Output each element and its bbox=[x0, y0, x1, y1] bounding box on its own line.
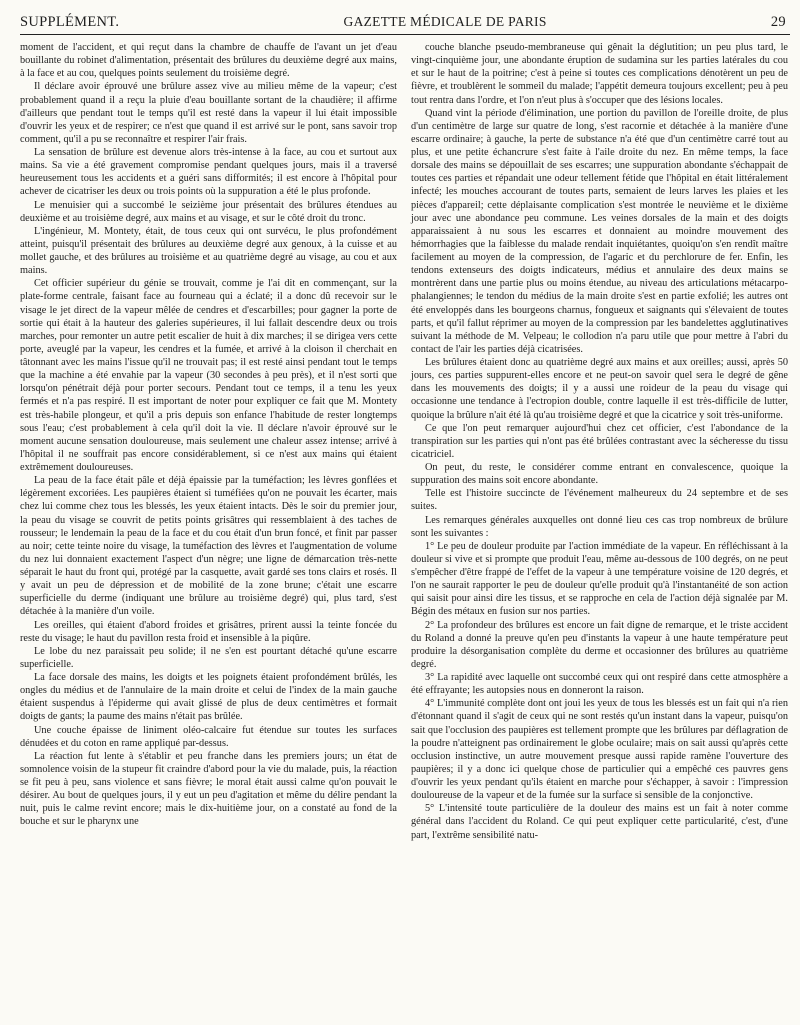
header-section-label: SUPPLÉMENT. bbox=[20, 14, 120, 30]
left-column bbox=[20, 41, 397, 842]
paragraph: 2° La profondeur des brûlures est encore un fait digne de remarque, et le triste accident du Roland a donné la preuve qu'en peu d'instants la vapeur à une haute température peut produire la désorganisation complète du derme et occasionner des brûlures au quatrième degré. bbox=[411, 619, 788, 670]
paragraph: Quand vint la période d'élimination, une portion du pavillon de l'oreille droite, de plus d'un centimètre de large sur quatre de long, s'est racornie et détachée à la manière d'une escarre ordinaire; à gauche, la perte de substance n'a été que d'un centimètre carré tout au plus, et une petite échancrure s'est faite à l'aile droite du nez. En même temps, la face dorsale des mains se dépouillait de ses escarres; une suppuration abondante s'échappait de toutes ces parties et répandait une odeur tellement fétide que l'hôpital en était littéralement infecté; les mouches accourant de toutes parts, semaient de leurs larves les plaies et les pièces d'appareil; cette déplaisante complication s'est montrée le neuvième et le dixième jour avec une abondance peu commune. Les veines dorsales de la main et des doigts apparaissaient à nu sous les escarres et donnaient au moindre mouvement des hémorrhagies que la faiblesse du malade rendait inquiétantes, quoiqu'on s'en rendît maître facilement au moyen de la compression, de l'agaric et du perchlorure de fer. Enfin, les tendons extenseurs des doigts indicateurs, médius et annulaire des deux mains se montrèrent dans une partie plus ou moins étendue, au niveau des articulations métacarpo-phalangiennes; le tendon du médius de la main droite s'est en partie exfolié; les autres ont été enveloppés dans les bourgeons charnus, fongueux et saignants qui s'élevaient de toutes parts, et qu'il fallut réprimer au moyen de la compression par les bandelettes agglutinatives suivant la méthode de M. Velpeau; le collodion n'a paru utile que pour mettre à l'abri du contact de l'air les parties déjà cicatrisées. bbox=[411, 107, 788, 355]
paragraph: Les brûlures étaient donc au quatrième degré aux mains et aux oreilles; aussi, après 50 jours, ces parties suppurent-elles encore et ne peut-on savoir quel sera le degré de gêne dans les mouvements des doigts; il y a aussi une roideur de la peau du visage qui occasionne une tendance à l'ectropion double, contre laquelle il est très-difficile de lutter, quoique la brûlure n'ait été là qu'au troisième degré et que la cicatrice y soit très-uniforme. bbox=[411, 357, 788, 421]
paragraph: La peau de la face était pâle et déjà épaissie par la tuméfaction; les lèvres gonflées et légèrement excoriées. Les paupières étaient si tuméfiées qu'on ne pouvait les écarter, mais chez lui comme chez tous les blessés, les yeux étaient intacts. Dès le soir du premier jour, la peau du visage se couvrit de petits points grisâtres qui ressemblaient à des taches de rousseur; le lendemain la peau de la face et du cou était d'un brun foncé, et finit par passer au noir; cette teinte noire du visage, la tuméfaction des lèvres et l'augmentation de volume du nez lui donnaient exactement l'aspect d'un nègre; une ligne de démarcation très-nette séparait le haut du front qui, protégé par la casquette, avait gardé ses tons clairs et rosés. Il y avait un peu de dépression et de mobilité de la zone brune; c'était une escarre superficielle du derme (indiquant une brûlure au troisième degré) qui, plus tard, s'est détachée à la manière d'un voile. bbox=[20, 475, 397, 618]
paragraph: Le menuisier qui a succombé le seizième jour présentait des brûlures étendues au deuxième et au troisième degré, aux mains et au visage, et sur le côté droit du tronc. bbox=[20, 199, 397, 224]
paragraph: La réaction fut lente à s'établir et peu franche dans les premiers jours; un état de somnolence voisin de la stupeur fit craindre d'abord pour la vie du malade, puis, la réaction se fit peu à peu, sans violence et sans fièvre; le moral était aussi calme qu'on pouvait le désirer. Au bout de quelques jours, il y eut un peu d'agitation et même du délire pendant la nuit, puis le calme revint encore; mais le dix-huitième jour, on a constaté au fond de la bouche et sur le pharynx une bbox=[20, 750, 397, 828]
paragraph: 3° La rapidité avec laquelle ont succombé ceux qui ont respiré dans cette atmosphère a été effrayante; les autopsies nous en donneront la raison. bbox=[411, 672, 788, 697]
paragraph: moment de l'accident, et qui reçut dans la chambre de chauffe de l'avant un jet d'eau bouillante du robinet d'alimentation, présentait des brûlures du deuxième degré aux mains, à la face et au cou, quelques points seulement du troisième degré. bbox=[20, 42, 397, 80]
paragraph: Les remarques générales auxquelles ont donné lieu ces cas trop nombreux de brûlure sont les suivantes : bbox=[411, 514, 788, 539]
text-columns bbox=[20, 41, 790, 842]
right-column bbox=[411, 41, 788, 842]
paragraph: Ce que l'on peut remarquer aujourd'hui chez cet officier, c'est l'abondance de la transpiration sur les parties qui n'ont pas été brûlées contrastant avec la sécheresse du tissu cicatriciel. bbox=[411, 422, 788, 460]
page-header bbox=[20, 14, 790, 35]
paragraph: 5° L'intensité toute particulière de la douleur des mains est un fait à noter comme général dans l'accident du Roland. Ce qui peut expliquer cette particularité, c'est, d'une part, l'extrême sensibilité natu- bbox=[411, 803, 788, 841]
header-journal-title: GAZETTE MÉDICALE DE PARIS bbox=[343, 14, 547, 29]
paragraph: Le lobe du nez paraissait peu solide; il ne s'en est pourtant détaché qu'une escarre superficielle. bbox=[20, 645, 397, 670]
paragraph: Les oreilles, qui étaient d'abord froides et grisâtres, prirent aussi la teinte foncée du reste du visage; le haut du pavillon resta froid et insensible à la piqûre. bbox=[20, 619, 397, 644]
paragraph: Il déclare avoir éprouvé une brûlure assez vive au milieu même de la vapeur; c'est probablement quand il a reçu la pluie d'eau bouillante sortant de la chaudière; il affirme d'ailleurs que pendant tout le temps qu'il est resté dans la vapeur il lui était impossible d'ouvrir les yeux et de respirer; ce n'est que quand il est arrivé sur le pont, sans savoir trop comment, qu'il a pu se reconnaître et respirer l'air frais. bbox=[20, 81, 397, 145]
paragraph: Cet officier supérieur du génie se trouvait, comme je l'ai dit en commençant, sur la plate-forme centrale, faisant face au fourneau qui a éclaté; il a donc dû recevoir sur le visage le jet direct de la vapeur mêlée de cendres et d'escarbilles; pour gagner la porte de sortie qui était à la hauteur des galeries supérieures, il lui fallait descendre deux ou trois marches, pour remonter un autre petit escalier de huit à dix marches; il se dirigea vers cette porte, aveuglé par la vapeur, les cendres et la fumée, et arrivé à la cloison il cherchait en tâtonnant avec les mains l'issue qu'il ne trouvait pas; il est resté ainsi pendant tout le temps que la machine a été envahie par la vapeur (30 secondes à peu près), et il n'est sorti que lorsqu'on pénétrait déjà pour porter secours. Pendant tout ce temps, il a tenu les yeux fermés et n'a pas respiré. Il est important de noter pour expliquer ce fait que M. Montety est très-habile plongeur, et qu'il a pris depuis son enfance l'habitude de rester longtemps sous l'eau; c'est probablement à cela qu'il doit la vie. Il déclare n'avoir éprouvé sur le moment aucune sensation douloureuse, mais seulement une chaleur assez intense; arrivé à l'hôpital il ne souffrait pas encore considérablement, si ce n'est aux mains qui étaient extrêmement douloureuses. bbox=[20, 278, 397, 473]
paragraph: couche blanche pseudo-membraneuse qui gênait la déglutition; un peu plus tard, le vingt-cinquième jour, une abondante éruption de sudamina sur les parties latérales du cou et sur le haut de la poitrine; c'est à peine si toutes ces complications dénotèrent un peu de fièvre, et troublèrent le sommeil du malade; l'appétit demeura toujours excellent; peu à peu tout rentra dans l'ordre, et l'on n'eut plus à s'occuper que des lésions locales. bbox=[411, 42, 788, 106]
paragraph: On peut, du reste, le considérer comme entrant en convalescence, quoique la suppuration des mains soit encore abondante. bbox=[411, 462, 788, 487]
paragraph: 1° Le peu de douleur produite par l'action immédiate de la vapeur. En réfléchissant à la douleur si vive et si prompte que produit l'eau, même au-dessous de 100 degrés, on ne peut s'empêcher d'être frappé de l'effet de la vapeur à une température voisine de 120 degrés, et l'on ne saurait rapporter le peu de douleur qu'elle produit qu'à l'instantanéité de son action qui saisit pour ainsi dire les tissus, et se rapproche en cela de l'action déjà signalée par M. Bégin des métaux en fusion sur nos parties. bbox=[411, 540, 788, 618]
paragraph: Une couche épaisse de liniment oléo-calcaire fut étendue sur toutes les surfaces dénudées et du coton en rame appliqué par-dessus. bbox=[20, 724, 397, 749]
paragraph: L'ingénieur, M. Montety, était, de tous ceux qui ont survécu, le plus profondément atteint, puisqu'il présentait des brûlures au deuxième degré aux genoux, à la cuisse et au mollet gauche, et des brûlures au troisième et au quatrième degré au visage, au cou et aux mains. bbox=[20, 225, 397, 277]
paragraph: La sensation de brûlure est devenue alors très-intense à la face, au cou et surtout aux mains. Sa vie a été gravement compromise pendant quelques jours, mais il a traversé heureusement tous les accidents et a guéri sans difformités; il est encore à l'hôpital pour achever de cicatriser les deux ou trois points où la suppuration a été le plus profonde. bbox=[20, 147, 397, 198]
paragraph: Telle est l'histoire succincte de l'événement malheureux du 24 septembre et de ses suites. bbox=[411, 488, 788, 513]
paragraph: La face dorsale des mains, les doigts et les poignets étaient profondément brûlés, les ongles du médius et de l'annulaire de la main droite et celui de l'index de la main gauche étaient suspendus à l'épiderme qui avait glissé de plus de deux centimètres et formait doigts de gants; la paume des mains n'était pas brûlée. bbox=[20, 672, 397, 723]
page-number: 29 bbox=[770, 14, 786, 30]
paragraph: 4° L'immunité complète dont ont joui les yeux de tous les blessés est un fait qui n'a rien d'étonnant quand il s'agit de ceux qui ne sont restés qu'un instant dans la vapeur, puisqu'on sait que l'occlusion des paupières est tellement prompte que les brûlures par déflagration de la poudre n'atteignent pas ordinairement le globe oculaire; mais on sait aussi qu'après cette occlusion instinctive, un autre mouvement presque aussi rapide ramène l'ouverture des paupières; il y a donc ici quelque chose de particulier qui a empêché ces pauvres gens d'ouvrir les yeux pendant qu'ils étaient en marche pour s'échapper, à savoir : l'impression douloureuse de la vapeur et de la fumée sur la surface si sensible de la conjonctive. bbox=[411, 698, 788, 802]
